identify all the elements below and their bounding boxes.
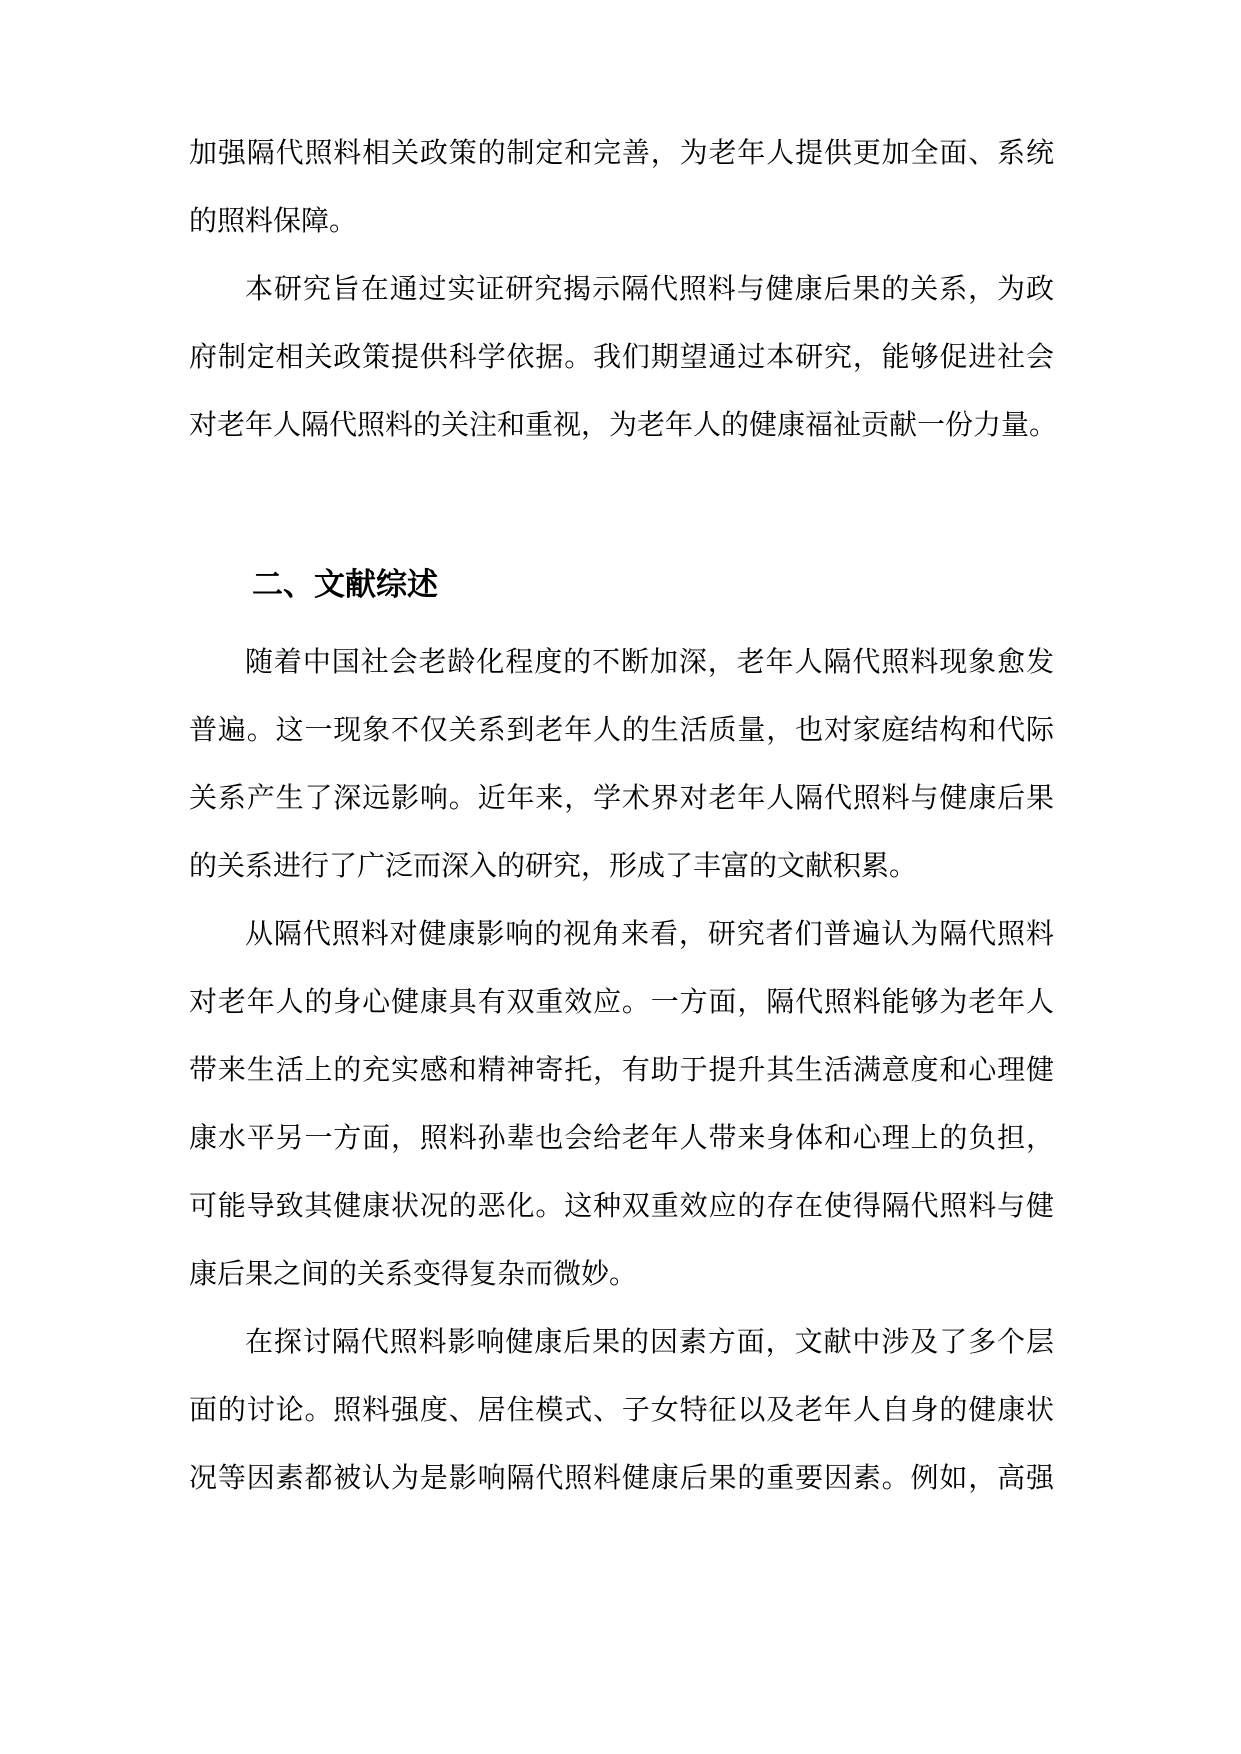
paragraph-3-line-4: 的关系进行了广泛而深入的研究，形成了丰富的文献积累。: [189, 849, 918, 882]
paragraph-3-line-2: 普遍。这一现象不仅关系到老年人的生活质量，也对家庭结构和代际: [189, 713, 1054, 746]
paragraph-2-line-2: 府制定相关政策提供科学依据。我们期望通过本研究，能够促进社会: [189, 340, 1054, 373]
paragraph-3-line-1: 随着中国社会老龄化程度的不断加深，老年人隔代照料现象愈发: [245, 645, 1054, 678]
paragraph-3-line-3: 关系产生了深远影响。近年来，学术界对老年人隔代照料与健康后果: [189, 781, 1054, 814]
section-heading: 二、文献综述: [252, 567, 438, 603]
paragraph-5-line-3: 况等因素都被认为是影响隔代照料健康后果的重要因素。例如，高强: [189, 1461, 1054, 1494]
paragraph-4-line-6: 康后果之间的关系变得复杂而微妙。: [189, 1257, 638, 1290]
paragraph-2-line-1: 本研究旨在通过实证研究揭示隔代照料与健康后果的关系，为政: [245, 272, 1054, 305]
paragraph-4-line-4: 康水平另一方面，照料孙辈也会给老年人带来身体和心理上的负担，: [189, 1121, 1054, 1154]
paragraph-4-line-2: 对老年人的身心健康具有双重效应。一方面，隔代照料能够为老年人: [189, 985, 1054, 1018]
paragraph-4-line-5: 可能导致其健康状况的恶化。这种双重效应的存在使得隔代照料与健: [189, 1189, 1054, 1222]
paragraph-4-line-1: 从隔代照料对健康影响的视角来看，研究者们普遍认为隔代照料: [245, 917, 1054, 950]
paragraph-5-line-1: 在探讨隔代照料影响健康后果的因素方面，文献中涉及了多个层: [245, 1325, 1054, 1358]
paragraph-1-line-1: 加强隔代照料相关政策的制定和完善，为老年人提供更加全面、系统: [189, 136, 1054, 169]
paragraph-1-line-2: 的照料保障。: [189, 204, 358, 237]
paragraph-2-line-3: 对老年人隔代照料的关注和重视，为老年人的健康福祉贡献一份力量。: [189, 408, 1058, 441]
paragraph-5-line-2: 面的讨论。照料强度、居住模式、子女特征以及老年人自身的健康状: [189, 1393, 1054, 1426]
paragraph-4-line-3: 带来生活上的充实感和精神寄托，有助于提升其生活满意度和心理健: [189, 1053, 1054, 1086]
